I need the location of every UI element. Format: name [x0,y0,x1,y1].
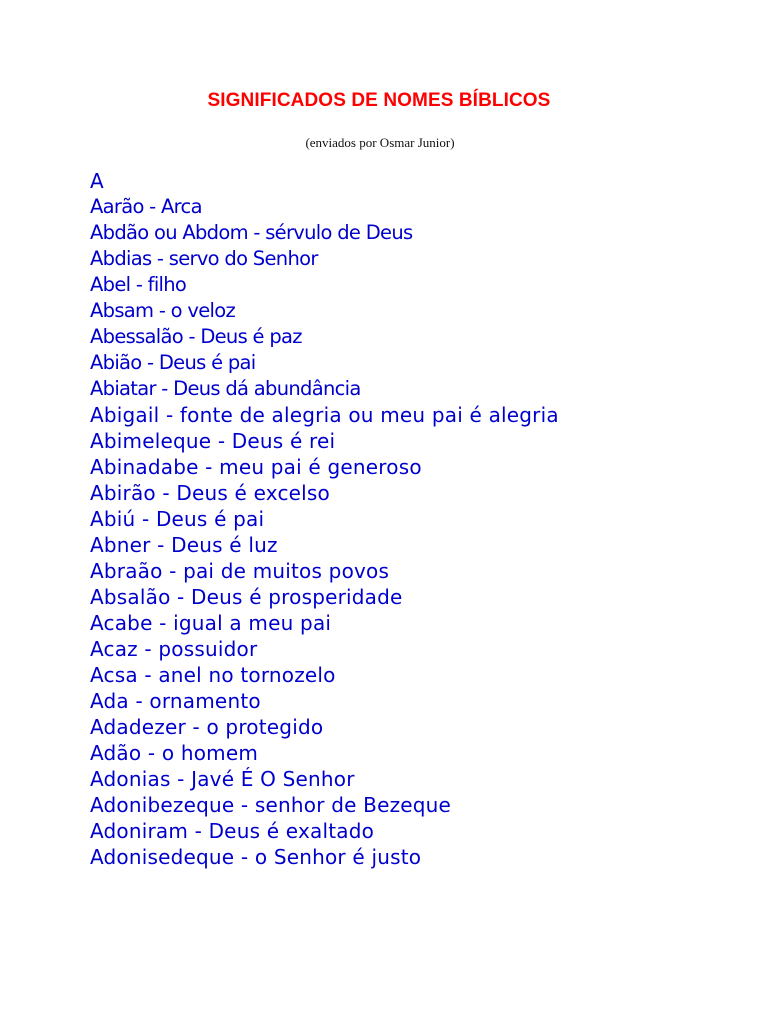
list-item: Acabe - igual a meu pai [90,611,332,635]
list-item: Adão - o homem [90,741,259,765]
names-list [90,168,750,870]
list-item: Acsa - anel no tornozelo [90,663,336,687]
list-item: Ada - ornamento [90,689,261,713]
list-item: Abdias - servo do Senhor [90,247,318,270]
section-letter-heading: A [90,169,104,193]
list-item: Abirão - Deus é excelso [90,481,330,505]
list-item: Adonias - Javé É O Senhor [90,767,355,791]
list-item: Absam - o veloz [90,299,236,322]
list-item: Abner - Deus é luz [90,533,278,557]
list-item: Abessalão - Deus é paz [90,325,302,348]
list-item: Adoniram - Deus é exaltado [90,819,375,843]
list-item: Abião - Deus é pai [90,351,256,374]
list-item: Abinadabe - meu pai é generoso [90,455,422,479]
list-item: Adonibezeque - senhor de Bezeque [90,793,452,817]
list-item: Abiú - Deus é pai [90,507,265,531]
list-item: Abigail - fonte de alegria ou meu pai é alegria [90,403,559,427]
document-subtitle: (enviados por Osmar Junior) [305,135,455,150]
list-item: Aarão - Arca [90,195,202,218]
list-item: Adadezer - o protegido [90,715,324,739]
list-item: Abiatar - Deus dá abundância [90,377,361,400]
list-item: Abdão ou Abdom - sérvulo de Deus [90,221,413,244]
list-item: Abel - filho [90,273,187,296]
document-title: SIGNIFICADOS DE NOMES BÍBLICOS [207,90,551,111]
list-item: Abraão - pai de muitos povos [90,559,390,583]
list-item: Acaz - possuidor [90,637,258,661]
list-item: Abimeleque - Deus é rei [90,429,336,453]
list-item: Adonisedeque - o Senhor é justo [90,845,422,869]
list-item: Absalão - Deus é prosperidade [90,585,403,609]
